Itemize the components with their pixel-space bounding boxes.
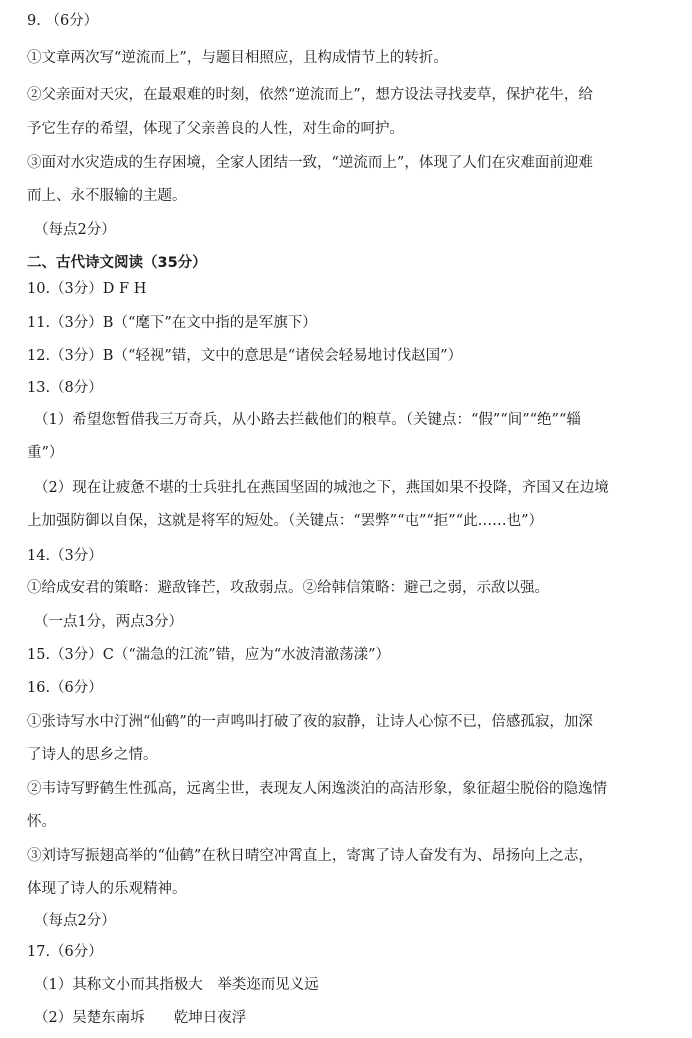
section-2-heading: 二、古代诗文阅读（35分） xyxy=(27,255,207,271)
q16-point-3-line-2: 体现了诗人的乐观精神。 xyxy=(27,881,187,897)
q17-part-2: （2）吴楚东南坼 乾坤日夜浮 xyxy=(34,1010,247,1026)
q17-part-1: （1）其称文小而其指极大 举类迩而见义远 xyxy=(34,977,319,993)
q12-answer: 12.（3分）B（“轻视”错，文中的意思是“诸侯会轻易地讨伐赵国”） xyxy=(27,348,463,364)
q9-point-1: ①文章两次写“逆流而上”，与题目相照应，且构成情节上的转折。 xyxy=(27,50,448,66)
q16-point-1-line-1: ①张诗写水中汀洲“仙鹤”的一声鸣叫打破了夜的寂静，让诗人心惊不已，倍感孤寂，加深 xyxy=(27,714,593,730)
q14-answer: ①给成安君的策略：避敌锋芒，攻敌弱点。②给韩信策略：避己之弱，示敌以强。 xyxy=(27,580,549,596)
q9-point-2-line-2: 予它生存的希望，体现了父亲善良的人性，对生命的呵护。 xyxy=(27,121,404,137)
q14-scoring-note: （一点1分，两点3分） xyxy=(34,614,183,630)
q9-point-3-line-2: 而上、永不服输的主题。 xyxy=(27,188,187,204)
q13-part-1-line-1: （1）希望您暂借我三万奇兵，从小路去拦截他们的粮草。（关键点：“假”“间”“绝”“辎 xyxy=(34,412,581,428)
q10-answer: 10.（3分）D F H xyxy=(27,281,147,297)
q9-point-3-line-1: ③面对水灾造成的生存困境，全家人团结一致，“逆流而上”，体现了人们在灾难面前迎难 xyxy=(27,155,593,171)
q16-point-3-line-1: ③刘诗写振翅高举的“仙鹤”在秋日晴空冲霄直上，寄寓了诗人奋发有为、昂扬向上之志， xyxy=(27,848,593,864)
q15-answer: 15.（3分）C（“湍急的江流”错，应为“水波清澈荡漾”） xyxy=(27,647,391,663)
q13-part-2-line-1: （2）现在让疲惫不堪的士兵驻扎在燕国坚固的城池之下，燕国如果不投降，齐国又在边境 xyxy=(34,480,609,496)
q13-part-1-line-2: 重”） xyxy=(27,445,64,461)
q9-scoring-note: （每点2分） xyxy=(34,222,116,238)
q13-part-2-line-2: 上加强防御以自保，这就是将军的短处。（关键点：“罢弊”“屯”“拒”“此……也”） xyxy=(27,513,544,529)
q16-point-2-line-2: 怀。 xyxy=(27,814,56,830)
q13-header: 13.（8分） xyxy=(27,380,103,396)
q16-header: 16.（6分） xyxy=(27,680,103,696)
q9-header: 9. （6分） xyxy=(27,13,99,29)
q9-point-2-line-1: ②父亲面对天灾，在最艰难的时刻，依然“逆流而上”，想方设法寻找麦草，保护花牛，给 xyxy=(27,87,593,103)
q11-answer: 11.（3分）B（“麾下”在文中指的是军旗下） xyxy=(27,315,317,331)
q17-header: 17.（6分） xyxy=(27,944,103,960)
q16-point-1-line-2: 了诗人的思乡之情。 xyxy=(27,747,158,763)
q16-scoring-note: （每点2分） xyxy=(34,913,116,929)
q14-header: 14.（3分） xyxy=(27,548,103,564)
q16-point-2-line-1: ②韦诗写野鹤生性孤高，远离尘世，表现友人闲逸淡泊的高洁形象，象征超尘脱俗的隐逸情 xyxy=(27,781,607,797)
